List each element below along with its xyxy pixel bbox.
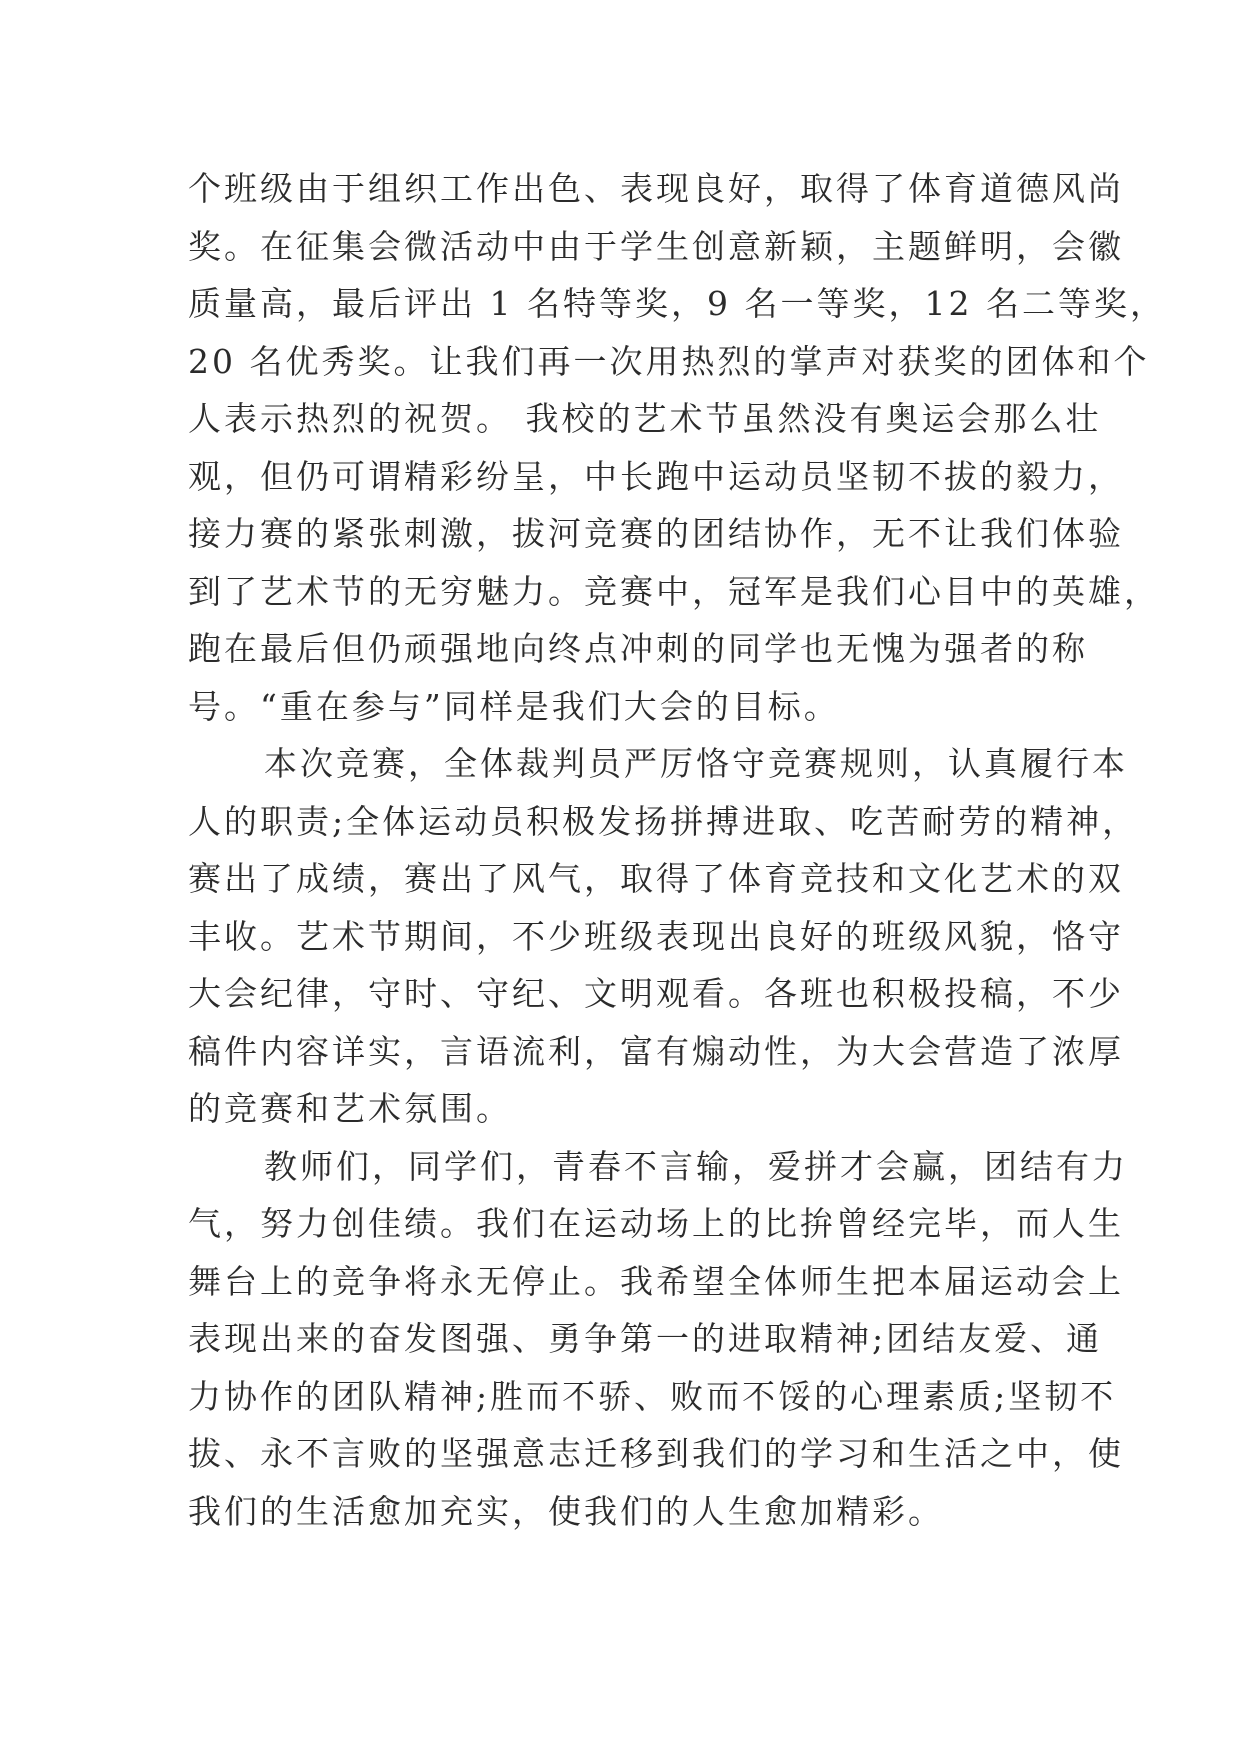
text-line: 本次竞赛，全体裁判员严厉恪守竞赛规则，认真履行本 [264, 744, 1128, 783]
text-line: 观，但仍可谓精彩纷呈，中长跑中运动员坚韧不拔的毅力， [188, 456, 1124, 496]
text-line: 的竞赛和艺术氛围。 [188, 1089, 512, 1128]
text-line: 舞台上的竞争将永无停止。我希望全体师生把本届运动会上 [188, 1261, 1124, 1301]
text-line: 个班级由于组织工作出色、表现良好，取得了体育道德风尚 [188, 169, 1124, 208]
text-line: 20 名优秀奖。让我们再一次用热烈的掌声对获奖的团体和个 [188, 341, 1150, 381]
text-line: 人的职责;全体运动员积极发扬拼搏进取、吃苦耐劳的精神， [188, 801, 1139, 841]
text-line: 气，努力创佳绩。我们在运动场上的比拚曾经完毕，而人生 [188, 1204, 1124, 1243]
text-line: 质量高，最后评出 1 名特等奖，9 名一等奖，12 名二等奖， [188, 284, 1166, 323]
text-line: 力协作的团队精神;胜而不骄、败而不馁的心理素质;坚韧不 [188, 1376, 1117, 1416]
text-line: 表现出来的奋发图强、勇争第一的进取精神;团结友爱、通 [188, 1319, 1103, 1358]
text-line: 我们的生活愈加充实，使我们的人生愈加精彩。 [188, 1491, 944, 1531]
text-line: 人表示热烈的祝贺。 我校的艺术节虽然没有奥运会那么壮 [188, 399, 1102, 438]
text-line: 稿件内容详实，言语流利，富有煽动性，为大会营造了浓厚 [188, 1031, 1124, 1071]
text-line: 教师们，同学们，青春不言输，爱拼才会赢，团结有力 [264, 1146, 1128, 1186]
text-line: 拔、永不言败的坚强意志迁移到我们的学习和生活之中，使 [188, 1434, 1124, 1473]
text-line: 到了艺术节的无穷魅力。竞赛中，冠军是我们心目中的英雄， [188, 571, 1160, 611]
text-line: 丰收。艺术节期间，不少班级表现出良好的班级风貌，恪守 [188, 916, 1124, 956]
text-line: 接力赛的紧张刺激，拔河竞赛的团结协作，无不让我们体验 [188, 514, 1124, 553]
text-line: 跑在最后但仍顽强地向终点冲刺的同学也无愧为强者的称 [188, 629, 1088, 668]
paragraph-1 [188, 160, 1166, 735]
text-line: 大会纪律，守时、守纪、文明观看。各班也积极投稿，不少 [188, 974, 1124, 1013]
paragraph-2 [188, 735, 1139, 1138]
paragraph-3 [188, 1138, 1128, 1541]
text-line: 号。“重在参与”同样是我们大会的目标。 [188, 686, 840, 726]
text-line: 奖。在征集会微活动中由于学生创意新颖，主题鲜明，会徽 [188, 226, 1124, 266]
body-text [188, 160, 1166, 1540]
text-line: 赛出了成绩，赛出了风气，取得了体育竞技和文化艺术的双 [188, 859, 1124, 898]
